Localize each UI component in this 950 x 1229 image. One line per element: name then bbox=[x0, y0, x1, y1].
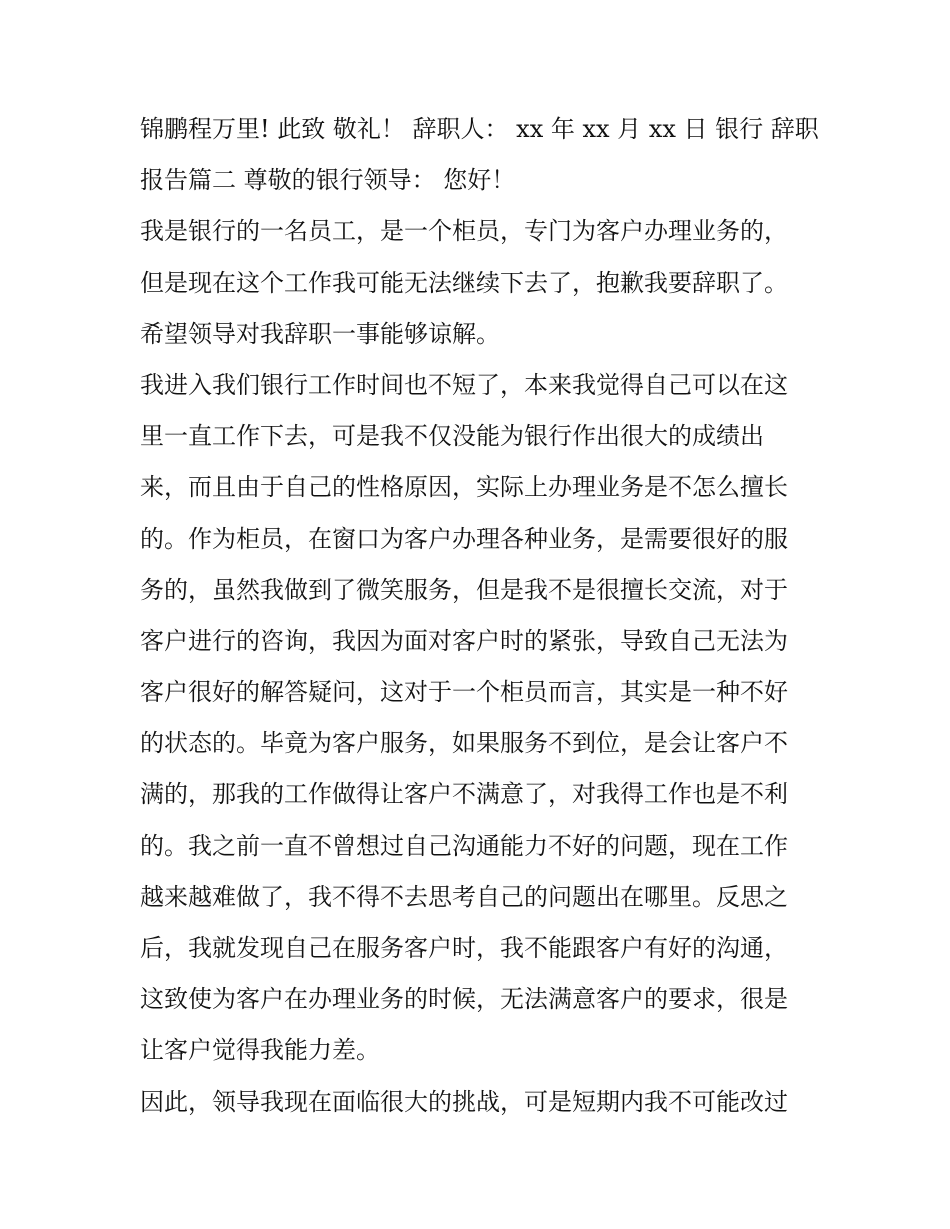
text-line: 的。我之前一直不曾想过自己沟通能力不好的问题，现在工作 bbox=[140, 831, 788, 860]
text-line: 里一直工作下去，可是我不仅没能为银行作出很大的成绩出 bbox=[140, 422, 764, 451]
text-line: 希望领导对我辞职一事能够谅解。 bbox=[140, 319, 500, 348]
text-line: 客户进行的咨询，我因为面对客户时的紧张，导致自己无法为 bbox=[140, 626, 788, 655]
text-line: 我是银行的一名员工，是一个柜员，专门为客户办理业务的， bbox=[140, 217, 788, 246]
text-line: 来，而且由于自己的性格原因，实际上办理业务是不怎么擅长 bbox=[140, 473, 788, 502]
text-line: 报告篇二 尊敬的银行领导： 您好！ bbox=[140, 166, 516, 195]
text-line: 的。作为柜员，在窗口为客户办理各种业务，是需要很好的服 bbox=[140, 524, 788, 553]
text-line: 越来越难做了，我不得不去思考自己的问题出在哪里。反思之 bbox=[140, 882, 788, 911]
text-line: 锦鹏程万里! 此致 敬礼！ 辞职人： xx 年 xx 月 xx 日 银行 辞职 bbox=[140, 115, 819, 143]
text-line: 我进入我们银行工作时间也不短了，本来我觉得自己可以在这 bbox=[140, 370, 788, 399]
text-line: 让客户觉得我能力差。 bbox=[140, 1036, 380, 1065]
text-line: 满的，那我的工作做得让客户不满意了，对我得工作也是不利 bbox=[140, 780, 788, 809]
text-line: 但是现在这个工作我可能无法继续下去了，抱歉我要辞职了。 bbox=[140, 268, 788, 297]
text-line: 务的，虽然我做到了微笑服务，但是我不是很擅长交流，对于 bbox=[140, 575, 788, 604]
text-line: 后，我就发现自己在服务客户时，我不能跟客户有好的沟通， bbox=[140, 934, 788, 962]
text-line: 这致使为客户在办理业务的时候，无法满意客户的要求，很是 bbox=[140, 985, 788, 1014]
text-line: 客户很好的解答疑问，这对于一个柜员而言，其实是一种不好 bbox=[140, 678, 788, 707]
text-line: 因此，领导我现在面临很大的挑战，可是短期内我不可能改过 bbox=[140, 1087, 788, 1116]
text-line: 的状态的。毕竟为客户服务，如果服务不到位，是会让客户不 bbox=[140, 729, 788, 758]
body-text bbox=[140, 104, 820, 1128]
